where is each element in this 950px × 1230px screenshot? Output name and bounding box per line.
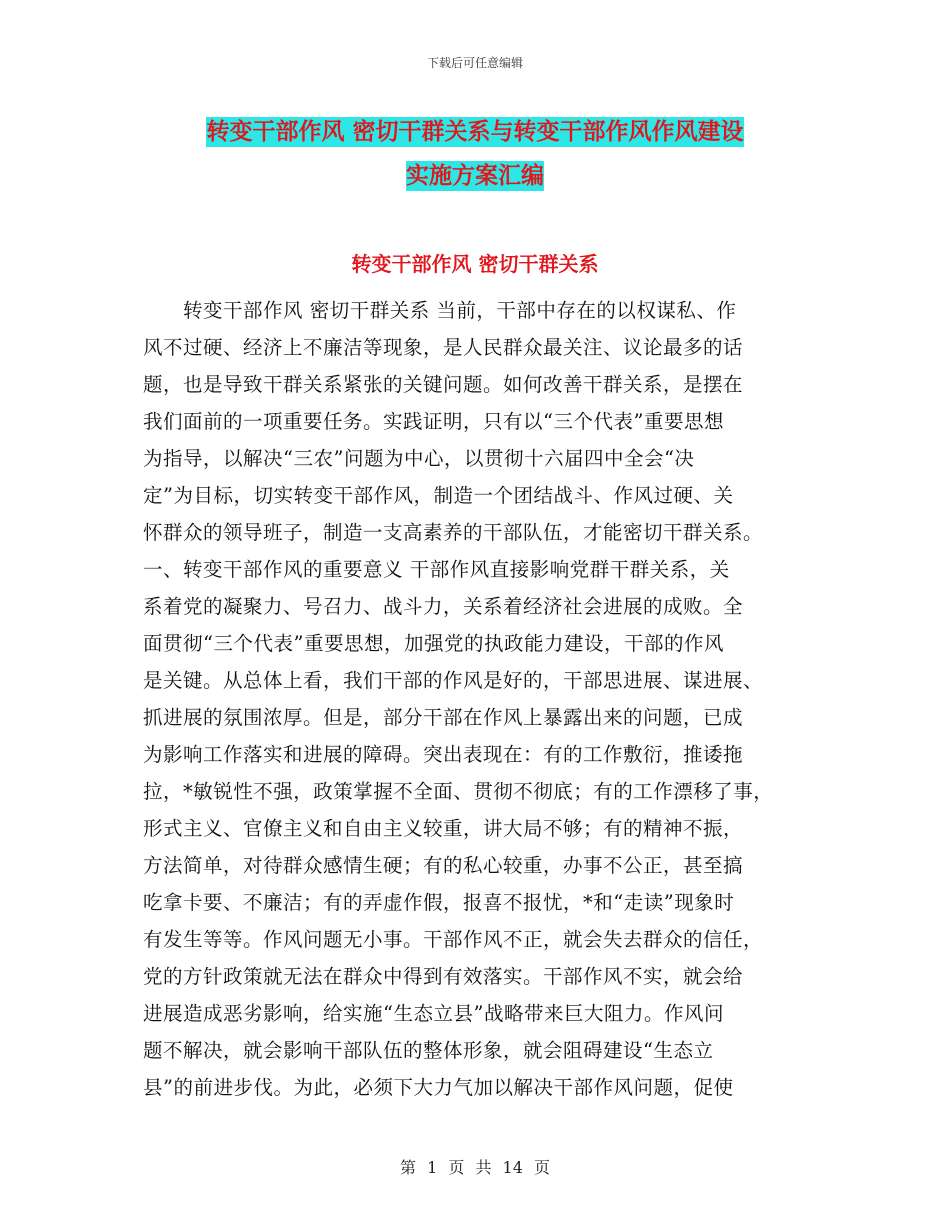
section-title: 转变干部作风 密切干群关系 (351, 252, 599, 276)
body-text (143, 292, 823, 1106)
page-header-note: 下载后可任意编辑 (426, 56, 523, 70)
body-line: 风不过硬、经济上不廉洁等现象，是人民群众最关注、议论最多的话 (143, 336, 744, 359)
body-line: 题，也是导致干群关系紧张的关键问题。如何改善干群关系，是摆在 (143, 373, 744, 396)
body-line: 系着党的凝聚力、号召力、战斗力，关系着经济社会进展的成败。全 (143, 595, 744, 618)
page-number-footer: 第 1 页 共 14 页 (400, 1158, 550, 1177)
body-line: 党的方针政策就无法在群众中得到有效落实。干部作风不实，就会给 (143, 965, 744, 988)
body-line: 有发生等等。作风问题无小事。干部作风不正，就会失去群众的信任， (143, 928, 764, 951)
body-line: 拉，*敏锐性不强，政策掌握不全面、贯彻不彻底；有的工作漂移了事， (143, 780, 774, 803)
body-line: 为指导，以解决“三农”问题为中心，以贯彻十六届四中全会“决 (143, 447, 695, 470)
body-line: 进展造成恶劣影响，给实施“生态立县”战略带来巨大阻力。作风问 (143, 1002, 724, 1025)
document-title-line-1: 转变干部作风 密切干群关系与转变干部作风作风建设 (206, 119, 744, 145)
body-line: 题不解决，就会影响干部队伍的整体形象，就会阻碍建设“生态立 (143, 1039, 714, 1062)
body-line: 定”为目标，切实转变干部作风，制造一个团结战斗、作风过硬、关 (143, 484, 734, 507)
document-title (0, 110, 950, 198)
body-line: 面贯彻“三个代表”重要思想，加强党的执政能力建设，干部的作风 (143, 632, 724, 655)
body-line: 一、转变干部作风的重要意义 干部作风直接影响党群干群关系，关 (143, 558, 730, 581)
body-line: 方法简单，对待群众感情生硬；有的私心较重，办事不公正，甚至搞 (143, 854, 744, 877)
body-line: 形式主义、官僚主义和自由主义较重，讲大局不够；有的精神不振， (143, 817, 744, 840)
body-line: 为影响工作落实和进展的障碍。突出表现在：有的工作敷衍，推诿拖 (143, 743, 744, 766)
document-title-line-2: 实施方案汇编 (406, 163, 544, 189)
body-line: 是关键。从总体上看，我们干部的作风是好的，干部思进展、谋进展、 (143, 669, 764, 692)
body-line: 吃拿卡要、不廉洁；有的弄虚作假，报喜不报忧，*和“走读”现象时 (143, 891, 735, 914)
body-line: 抓进展的氛围浓厚。但是，部分干部在作风上暴露出来的问题，已成 (143, 706, 744, 729)
body-line: 怀群众的领导班子，制造一支高素养的干部队伍，才能密切干群关系。 (143, 521, 764, 544)
body-line: 转变干部作风 密切干群关系 当前，干部中存在的以权谋私、作 (143, 299, 737, 322)
body-line: 我们面前的一项重要任务。实践证明，只有以“三个代表”重要思想 (143, 410, 724, 433)
body-line: 县”的前进步伐。为此，必须下大力气加以解决干部作风问题，促使 (143, 1076, 734, 1099)
